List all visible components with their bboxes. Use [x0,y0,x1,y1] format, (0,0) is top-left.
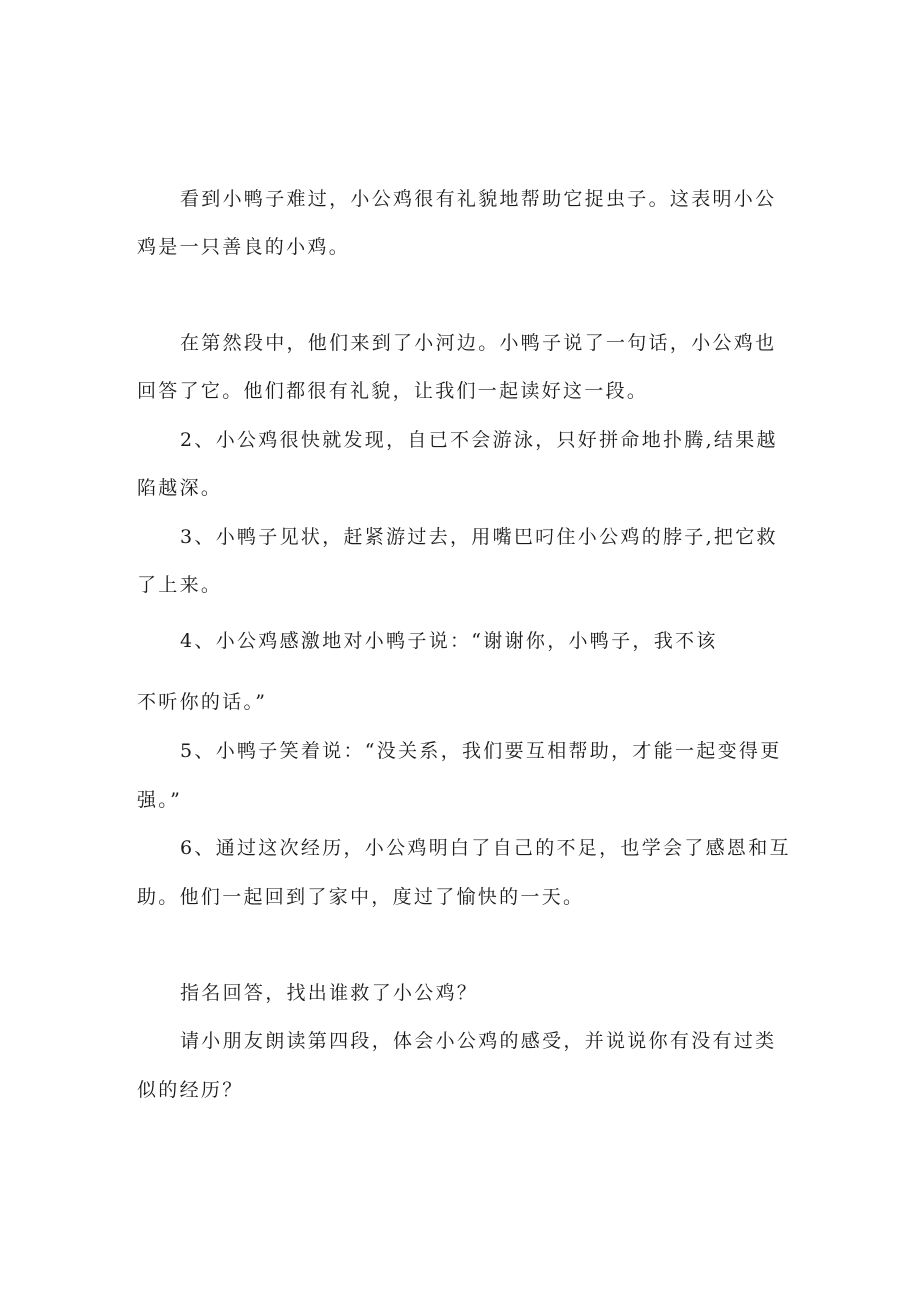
item-5-line-2: 强。” [137,789,183,811]
question-1: 指名回答，找出谁救了小公鸡？ [180,982,479,1004]
item-3-line-1: 3、小鸭子见状，赶紧游过去，用嘴巴叼住小公鸡的脖子,把它救 [180,526,778,548]
item-3-line-2: 了上来。 [137,574,223,596]
item-5-line-1: 5、小鸭子笑着说：“没关系，我们要互相帮助，才能一起变得更 [180,740,782,762]
item-4-line-2: 不听你的话。” [137,691,268,713]
question-2-line-1: 请小朋友朗读第四段，体会小公鸡的感受，并说说你有没有过类 [180,1030,777,1052]
item-4-line-1: 4、小公鸡感激地对小鸭子说：“谢谢你，小鸭子，我不该 [180,630,718,652]
paragraph-1-line-1: 看到小鸭子难过，小公鸡很有礼貌地帮助它捉虫子。这表明小公 [180,188,777,210]
item-6-line-2: 助。他们一起回到了家中，度过了愉快的一天。 [137,886,585,908]
paragraph-1-line-2: 鸡是一只善良的小鸡。 [137,236,351,258]
question-2-line-2: 似的经历？ [137,1079,244,1101]
item-6-line-1: 6、通过这次经历，小公鸡明白了自己的不足，也学会了感恩和互 [180,837,791,859]
paragraph-2-line-2: 回答了它。他们都很有礼貌，让我们一起读好这一段。 [137,380,649,402]
paragraph-2-line-1: 在第然段中，他们来到了小河边。小鸭子说了一句话，小公鸡也 [180,332,777,354]
item-2-line-1: 2、小公鸡很快就发现，自已不会游泳，只好拼命地扑腾,结果越 [180,429,778,451]
item-2-line-2: 陷越深。 [137,477,223,499]
